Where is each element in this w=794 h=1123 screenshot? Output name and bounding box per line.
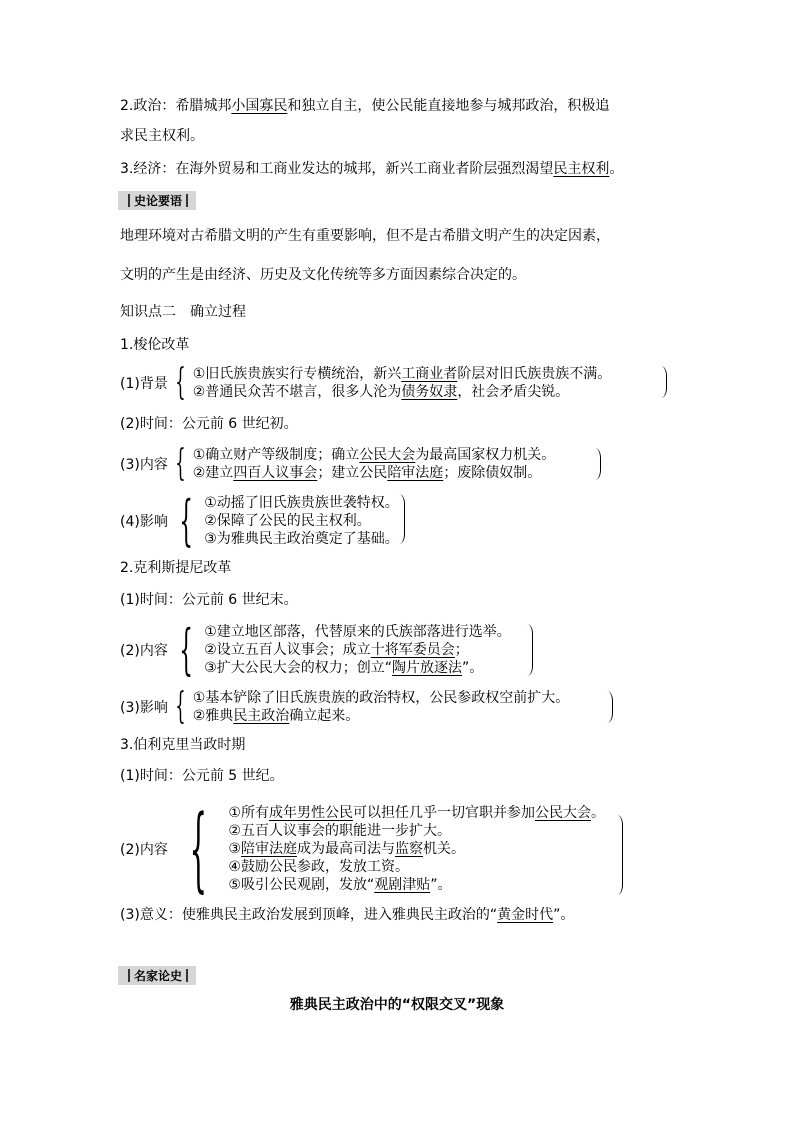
list-item: ②建立四百人议事会；建立公民陪审法庭；废除债奴制。 (192, 464, 542, 481)
left-brace-icon: { (179, 618, 193, 681)
essay-line1: 地理环境对古希腊文明的产生有重要影响，但不是古希腊文明产生的决定因素， (120, 228, 610, 244)
list-item: ②保障了公民的民主权利。 (204, 512, 371, 529)
cleisthenes-content-group: (2)内容 { ①建立地区部落，代替原来的氏族部落进行选举。 ②设立五百人议事会；成立十将军委员会； ③扩大公民大会的权力；创立“陶片放逐法”。 (120, 618, 511, 681)
left-brace-icon: { (175, 443, 186, 484)
left-brace-icon: { (175, 686, 186, 727)
left-brace-icon: { (179, 489, 193, 552)
list-item: ⑤吸引公民观剧，发放“观剧津贴”。 (228, 876, 452, 893)
list-item: ①旧氏族贵族实行专横统治，新兴工商业者阶层对旧氏族贵族不满。 (192, 365, 612, 382)
list-item: ③扩大公民大会的权力；创立“陶片放逐法”。 (204, 659, 484, 676)
list-item: ②五百人议事会的职能进一步扩大。 (228, 822, 451, 839)
list-item: ②普通民众苦不堪言，很多人沦为债务奴隶，社会矛盾尖锐。 (192, 383, 570, 400)
politics-paragraph-line2: 求民主权利。 (120, 128, 204, 144)
solon-effect-group: (4)影响 { ①动摇了旧氏族贵族世袭特权。 ②保障了公民的民主权利。 ③为雅典民主政治奠定了基础。 (120, 489, 399, 552)
right-bracket (396, 494, 405, 544)
pericles-time: (1)时间：公元前 5 世纪。 (120, 768, 284, 784)
economy-paragraph: 3.经济：在海外贸易和工商业发达的城邦，新兴工商业者阶层强烈渴望民主权利。 (120, 161, 624, 177)
right-bracket (524, 624, 533, 676)
essay-line2: 文明的产生是由经济、历史及文化传统等多方面因素综合决定的。 (120, 267, 526, 283)
right-bracket (614, 815, 623, 895)
pericles-meaning: (3)意义：使雅典民主政治发展到顶峰，进入雅典民主政治的“黄金时代”。 (120, 907, 575, 923)
list-item: ③为雅典民主政治奠定了基础。 (204, 530, 399, 547)
right-bracket (604, 691, 613, 723)
list-item: ①基本铲除了旧氏族贵族的政治特权，公民参政权空前扩大。 (192, 689, 570, 706)
section-tag-history-essentials: 史论要语 (118, 191, 196, 210)
section-tag-scholars-on-history: 名家论史 (118, 966, 196, 985)
list-item: ①建立地区部落，代替原来的氏族部落进行选举。 (204, 623, 511, 640)
list-item: ①所有成年男性公民可以担任几乎一切官职并参加公民大会。 (228, 804, 605, 821)
cleisthenes-time: (1)时间：公元前 6 世纪末。 (120, 592, 298, 608)
article-title: 雅典民主政治中的“权限交叉”现象 (289, 997, 505, 1013)
cleisthenes-reform-title: 2.克利斯提尼改革 (120, 560, 232, 576)
solon-time: (2)时间：公元前 6 世纪初。 (120, 416, 298, 432)
knowledge-point-heading: 知识点二 确立过程 (120, 304, 246, 320)
list-item: ③陪审法庭成为最高司法与监察机关。 (228, 840, 465, 857)
list-item: ①确立财产等级制度；确立公民大会为最高国家权力机关。 (192, 446, 556, 463)
list-item: ①动摇了旧氏族贵族世袭特权。 (204, 494, 399, 511)
pericles-period-title: 3.伯利克里当政时期 (120, 737, 246, 753)
politics-paragraph-line1: 2.政治：希腊城邦小国寡民和独立自主，使公民能直接地参与城邦政治，积极追 (120, 98, 610, 114)
right-bracket (592, 448, 601, 480)
solon-reform-title: 1.梭伦改革 (120, 337, 190, 353)
cleisthenes-effect-group: (3)影响 { ①基本铲除了旧氏族贵族的政治特权，公民参政权空前扩大。 ②雅典民主政治确立起来。 (120, 686, 570, 727)
right-bracket (658, 366, 667, 398)
pericles-content-group: (2)内容 { ①所有成年男性公民可以担任几乎一切官职并参加公民大会。 ②五百人议事会的职能进一步扩大。 ③陪审法庭成为最高司法与监察机关。 ④鼓励公民参政，发放工资。 ⑤吸引公民观剧，发放“观剧津贴”。 (120, 795, 605, 902)
list-item: ④鼓励公民参政，发放工资。 (228, 858, 409, 875)
solon-content-group: (3)内容 { ①确立财产等级制度；确立公民大会为最高国家权力机关。 ②建立四百人议事会；建立公民陪审法庭；废除债奴制。 (120, 443, 556, 484)
list-item: ②雅典民主政治确立起来。 (192, 707, 360, 724)
list-item: ②设立五百人议事会；成立十将军委员会； (204, 641, 469, 658)
solon-background-group: (1)背景 { ①旧氏族贵族实行专横统治，新兴工商业者阶层对旧氏族贵族不满。 ②普通民众苦不堪言，很多人沦为债务奴隶，社会矛盾尖锐。 (120, 362, 612, 403)
left-brace-icon: { (175, 362, 186, 403)
left-brace-icon: { (189, 795, 207, 902)
